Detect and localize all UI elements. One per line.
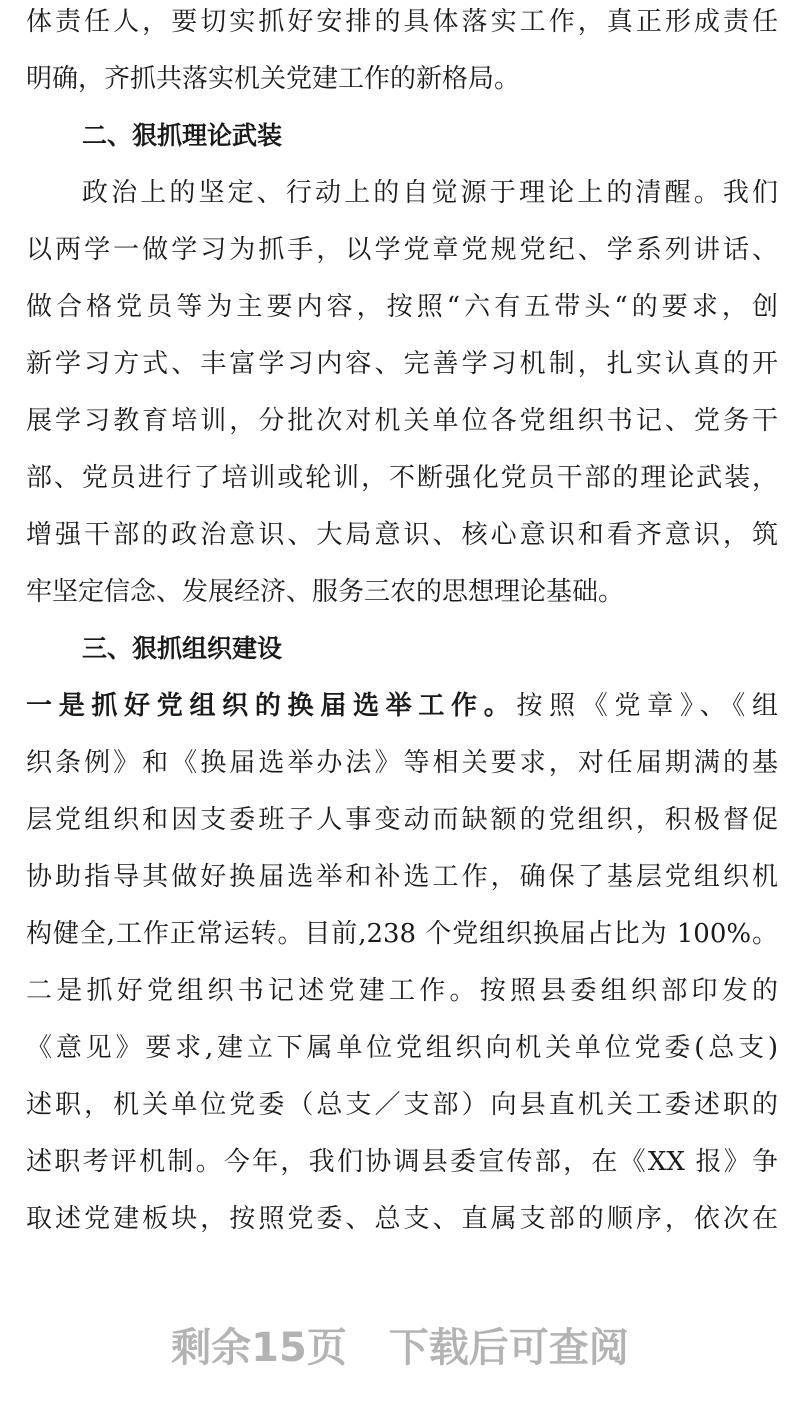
text-line: 层党组织和因支委班子人事变动而缺额的党组织，积极督促 — [26, 805, 778, 835]
text-line: 二是抓好党组织书记述党建工作。按照县委组织部印发的 — [26, 976, 778, 1006]
text-line: 以两学一做学习为抓手，以学党章党规党纪、学系列讲话、 — [26, 235, 778, 265]
text-line: 部、党员进行了培训或轮训，不断强化党员干部的理论武装， — [26, 463, 778, 493]
text-line: 新学习方式、丰富学习内容、完善学习机制，扎实认真的开 — [26, 349, 778, 379]
text-line: 协助指导其做好换届选举和补选工作，确保了基层党组织机 — [26, 862, 778, 892]
text-line: 做合格党员等为主要内容，按照“六有五带头“的要求，创 — [26, 292, 778, 322]
text-line: 织条例》和《换届选举办法》等相关要求，对任届期满的基 — [26, 748, 778, 778]
section-heading: 三、狠抓组织建设 — [82, 634, 283, 663]
document-page — [26, 0, 778, 1254]
text-line: 述职，机关单位党委（总支／支部）向县直机关工委述职的 — [26, 1090, 778, 1120]
paragraph-start: 政治上的坚定、行动上的自觉源于理论上的清醒。我们 — [82, 178, 778, 208]
text-line: 牢坚定信念、发展经济、服务三农的思想理论基础。 — [26, 577, 625, 607]
text-line: 增强干部的政治意识、大局意识、核心意识和看齐意识，筑 — [26, 520, 778, 550]
text-line: 体责任人，要切实抓好安排的具体落实工作，真正形成责任 — [26, 7, 778, 37]
text-line: 展学习教育培训，分批次对机关单位各党组织书记、党务干 — [26, 406, 778, 436]
text-line: 述职考评机制。今年，我们协调县委宣传部，在《XX 报》争 — [26, 1147, 778, 1177]
text-line: 《意见》要求,建立下属单位党组织向机关单位党委(总支) — [26, 1033, 778, 1063]
lead-continuation: 按照《党章》、《组 — [516, 691, 778, 721]
download-prompt-banner[interactable] — [0, 1318, 800, 1378]
download-hint-label: 下载后可查阅 — [388, 1325, 629, 1371]
text-line: 明确，齐抓共落实机关党建工作的新格局。 — [26, 64, 521, 94]
remaining-pages-label: 剩余15页 — [171, 1325, 347, 1371]
text-line: 取述党建板块，按照党委、总支、直属支部的顺序，依次在 — [26, 1204, 778, 1234]
bold-lead-text: 一是抓好党组织的换届选举工作。 — [26, 691, 517, 721]
section-heading: 二、狠抓理论武装 — [82, 121, 283, 150]
text-line: 构健全,工作正常运转。目前,238 个党组织换届占比为 100%。 — [26, 919, 778, 949]
paragraph-start — [26, 684, 778, 741]
